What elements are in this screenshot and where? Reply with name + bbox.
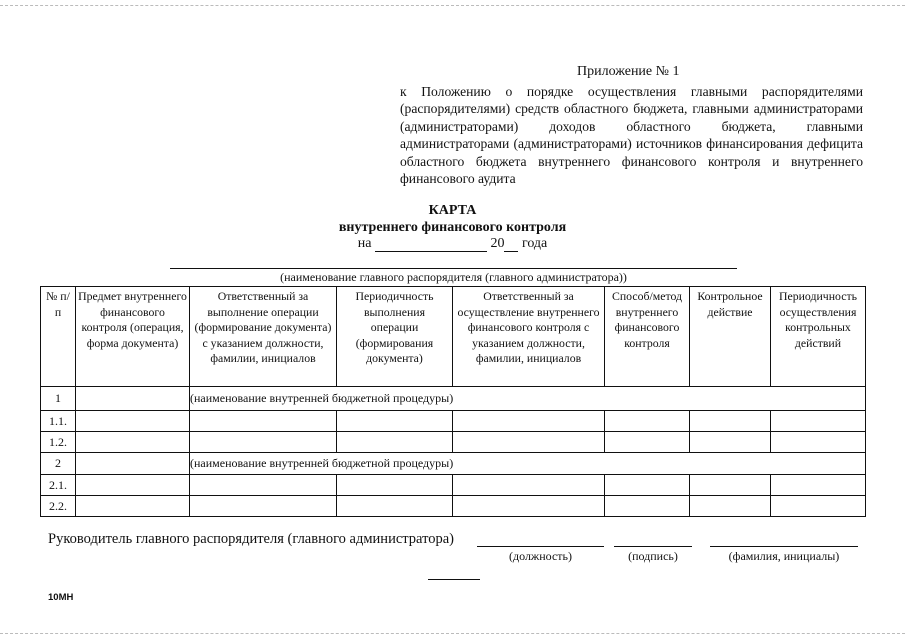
- scan-bottom-edge: [0, 633, 905, 634]
- position-line: [477, 546, 604, 547]
- signature-caption: (подпись): [628, 549, 678, 563]
- table-cell: [690, 496, 771, 517]
- table-cell: [453, 496, 605, 517]
- header-cell: Предмет внутреннего финансового контроля (операция, форма документа): [76, 287, 190, 387]
- row-number: 2: [41, 453, 76, 475]
- table-cell: [76, 411, 190, 432]
- table-header-row: [41, 287, 866, 387]
- row-number: 1: [41, 387, 76, 411]
- table-cell: [453, 432, 605, 453]
- form-code: 10МН: [48, 592, 74, 603]
- table-cell: [771, 475, 866, 496]
- header-cell: Контрольное действие: [690, 287, 771, 387]
- table-row: [41, 432, 866, 453]
- signature-label: Руководитель главного распорядителя (главного администратора): [48, 531, 454, 547]
- table-cell: [337, 475, 453, 496]
- position-caption: (должность): [509, 549, 572, 563]
- table-cell: [771, 411, 866, 432]
- table-row: [41, 475, 866, 496]
- year-line: [160, 236, 745, 252]
- row-number: 1.1.: [41, 411, 76, 432]
- table-cell: [76, 496, 190, 517]
- table-cell: [690, 475, 771, 496]
- table-cell: [190, 475, 337, 496]
- table-row: [41, 453, 866, 475]
- year-prefix: на: [357, 236, 372, 251]
- table-cell: [76, 453, 190, 475]
- row-number: 2.1.: [41, 475, 76, 496]
- row-number: 1.2.: [41, 432, 76, 453]
- signature-line: [614, 546, 692, 547]
- org-caption: (наименование главного распорядителя (главного администратора)): [280, 270, 627, 284]
- table-cell: [76, 387, 190, 411]
- name-caption: (фамилия, инициалы): [728, 549, 840, 563]
- card-heading: [160, 202, 745, 236]
- appendix-text: к Положению о порядке осуществления главными распорядителями (распорядителями) средств областного бюджета, главными администраторами (администраторами) доходов областного бюджета, главными администраторами (администраторами) источников финансирования дефицита областного бюджета внутреннего финансового контроля и внутреннего финансового аудита: [400, 84, 863, 187]
- scan-top-edge: [0, 5, 905, 6]
- table-cell: [690, 432, 771, 453]
- header-cell: Ответственный за выполнение операции (формирование документа) с указанием должности, фамилии, инициалов: [190, 287, 337, 387]
- table-cell: [605, 432, 690, 453]
- row-number: 2.2.: [41, 496, 76, 517]
- table-cell: [190, 411, 337, 432]
- table-cell: [605, 411, 690, 432]
- card-title: КАРТА: [428, 203, 477, 218]
- table-cell: [771, 432, 866, 453]
- table-cell: [337, 411, 453, 432]
- header-cell: Способ/метод внутреннего финансового контроля: [605, 287, 690, 387]
- date-blank: [375, 237, 487, 252]
- footnote-line: [428, 579, 480, 580]
- table-cell: [76, 432, 190, 453]
- table-cell: [605, 496, 690, 517]
- header-cell: Ответственный за осуществление внутреннего финансового контроля с указанием должности, фамилии, инициалов: [453, 287, 605, 387]
- control-map-table: [40, 286, 866, 517]
- table-row: [41, 387, 866, 411]
- procedure-name: (наименование внутренней бюджетной процедуры): [190, 453, 866, 475]
- org-name-line: [170, 268, 737, 269]
- table-cell: [337, 496, 453, 517]
- table-cell: [453, 411, 605, 432]
- header-cell: № п/п: [41, 287, 76, 387]
- table-row: [41, 496, 866, 517]
- year-middle: 20: [490, 236, 505, 251]
- header-cell: Периодичность выполнения операции (формирования документа): [337, 287, 453, 387]
- year-blank: [504, 237, 518, 252]
- table-row: [41, 411, 866, 432]
- table-cell: [190, 496, 337, 517]
- name-line: [710, 546, 858, 547]
- table-cell: [190, 432, 337, 453]
- table-cell: [690, 411, 771, 432]
- table-cell: [337, 432, 453, 453]
- table-cell: [771, 496, 866, 517]
- table-cell: [453, 475, 605, 496]
- procedure-name: (наименование внутренней бюджетной процедуры): [190, 387, 866, 411]
- header-cell: Периодичность осуществления контрольных действий: [771, 287, 866, 387]
- appendix-title: Приложение № 1: [577, 64, 680, 79]
- table-cell: [76, 475, 190, 496]
- year-suffix: года: [521, 236, 548, 251]
- table-cell: [605, 475, 690, 496]
- card-subtitle: внутреннего финансового контроля: [338, 220, 567, 235]
